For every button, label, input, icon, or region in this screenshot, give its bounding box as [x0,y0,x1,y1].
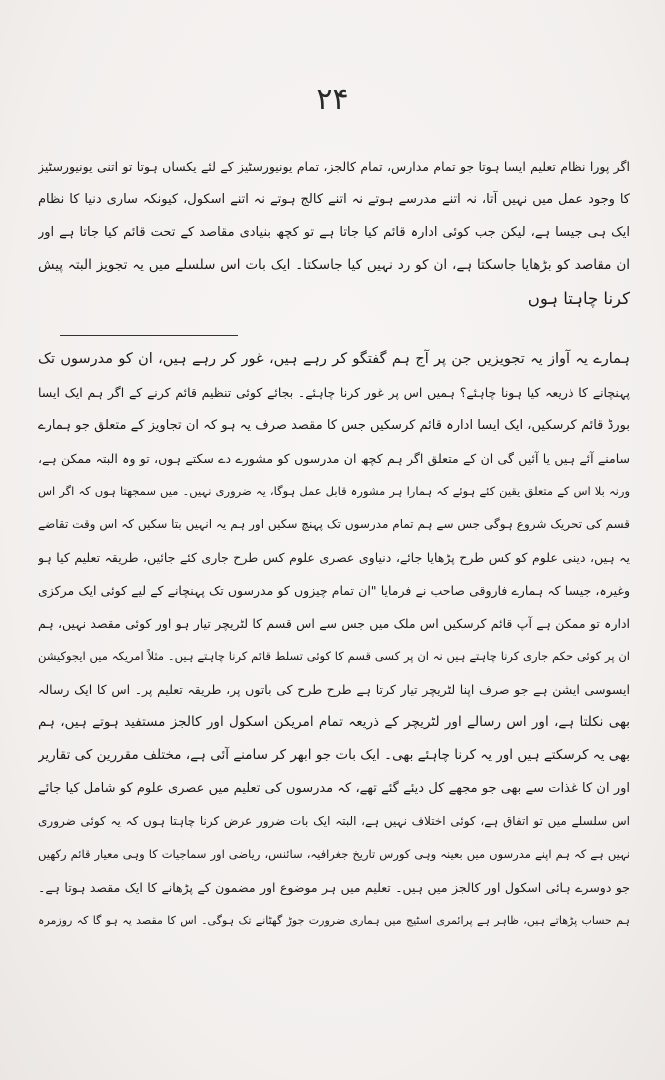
paragraph-1 [38,150,630,315]
text-line: ایک ہی جیسا ہے، لیکن جب کوئی ادارہ قائم کیا جاتا ہے تو کچھ بنیادی مقاصد کے تحت قائم کیا جاتا ہے اور [38,225,630,240]
text-line: ادارہ تو ممکن ہے آپ قائم کرسکیں اس ملک میں جس سے اس قسم کا لٹریچر تیار ہو اور کوئی مقصد نہیں، ہم [38,616,630,631]
text-line: ان مقاصد کو بڑھایا جاسکتا ہے، ان کو رد نہیں کیا جاسکتا۔ ایک بات اس سلسلے میں یہ تجویز البتہ پیش [38,257,630,273]
text-line: یہ ہیں، دینی علوم کو کس طرح پڑھایا جائے، دنیاوی عصری علوم کس طرح جاری کئے جائیں، طریقہ تعلیم کیا ہو [38,550,630,565]
text-line: ایسوسی ایشن ہے جو صرف اپنا لٹریچر تیار کرتا ہے طرح طرح کی باتوں پر، طریقہ تعلیم پر۔ اس کا ایک رسالہ [38,682,630,697]
text-line: ورنہ بلا اس کے متعلق یقین کئے ہوئے کہ ہمارا ہر مشورہ قابل عمل ہوگا، یہ ضروری نہیں۔ میں سمجھتا ہوں کہ اگر اس [38,484,630,498]
section-rule [60,335,238,336]
text-line: وغیرہ، جیسا کہ ہمارے فاروقی صاحب نے فرمایا "ان تمام چیزوں کو مدرسوں تک پہنچانے کے لیے کوئی ایک مرکزی [38,583,630,598]
text-line: بھی یہ کرسکتے ہیں اور یہ کرنا چاہئے بھی۔ ایک بات جو ابھر کر سامنے آئی ہے، مختلف مقررین کی تقاریر [38,747,630,763]
text-line: نہیں ہے کہ ہم اپنے مدرسوں میں بعینہ وہی کورس تاریخ جغرافیہ، سائنس، ریاضی اور سماجیات کا وہی معیار قائم رکھیں [38,847,630,861]
text-line: ان پر کوئی حکم جاری کرنا چاہتے ہیں نہ ان پر کسی قسم کا کوئی تسلط قائم کرنا چاہتے ہیں۔ مثلاً امریکہ میں ایجوکیشن [38,649,630,663]
text-line: اور ان کا غذات سے بھی جو مجھے کل دیئے گئے تھے، کہ مدرسوں کی تعلیم میں عصری علوم کو شامل کیا جائے [38,781,630,796]
text-line: ہم حساب پڑھاتے ہیں، ظاہر ہے پرائمری اسٹیج میں ہماری ضرورت جوڑ گھٹانے تک ہوگی۔ اس کا مقصد یہ ہو گا کہ روزمرہ [38,914,630,927]
text-line: کرنا چاہتا ہوں [527,289,630,308]
page-number: ۲۴ [316,82,349,117]
text-line: اگر پورا نظام تعلیم ایسا ہوتا جو تمام مدارس، تمام کالجز، تمام یونیورسٹیز کے لئے یکساں ہوتا تو اتنی یونیورسٹیز [38,159,630,174]
paragraph-2 [38,343,630,937]
text-line: قسم کی تحریک شروع ہوگی جس سے ہم تمام مدرسوں تک پہنچ سکیں اور ہم یہ انہیں بتا سکیں کہ اس وقت تقاضے [38,517,630,531]
text-line: کا وجود عمل میں نہیں آتا، نہ اتنے مدرسے ہوتے نہ اتنے کالج ہوتے نہ اتنے اسکول، کیونکہ ساری دنیا کا نظام [38,192,630,207]
text-line: سامنے آئے ہیں یا آئیں گی ان کے متعلق اگر ہم کچھ ان مدرسوں کو مشورے دے سکتے ہوں، تو وہ البتہ ممکن ہے، [38,451,630,466]
text-line: پہنچانے کا ذریعہ کیا ہونا چاہئے؟ ہمیں اس پر غور کرنا چاہئے۔ بجائے کوئی تنظیم قائم کرنے کے اگر ہم ایک ایسا [38,385,630,400]
text-line: بورڈ قائم کرسکیں، ایک ایسا ادارہ قائم کرسکیں جس کا مقصد صرف یہ ہو کہ ان تجاویز کے متعلق جو ہمارے [38,418,630,433]
text-line: ہمارے یہ آواز یہ تجویزیں جن پر آج ہم گفتگو کر رہے ہیں، غور کر رہے ہیں، ان کو مدرسوں تک [38,351,630,367]
text-line: بھی نکلتا ہے، اور اس رسالے اور لٹریچر کے ذریعہ تمام امریکن اسکول اور کالجز مستفید ہوتے ہیں، ہم [38,714,630,730]
text-line: جو دوسرے ہائی اسکول اور کالجز میں ہیں۔ تعلیم میں ہر موضوع اور مضمون کے پڑھانے کا ایک مقصد ہوتا ہے۔ [38,880,630,895]
text-line: اس سلسلے میں تو اتفاق ہے، کوئی اختلاف نہیں ہے، البتہ ایک بات ضرور عرض کرنا چاہتا ہوں کہ یہ کوئی ضروری [38,814,630,828]
